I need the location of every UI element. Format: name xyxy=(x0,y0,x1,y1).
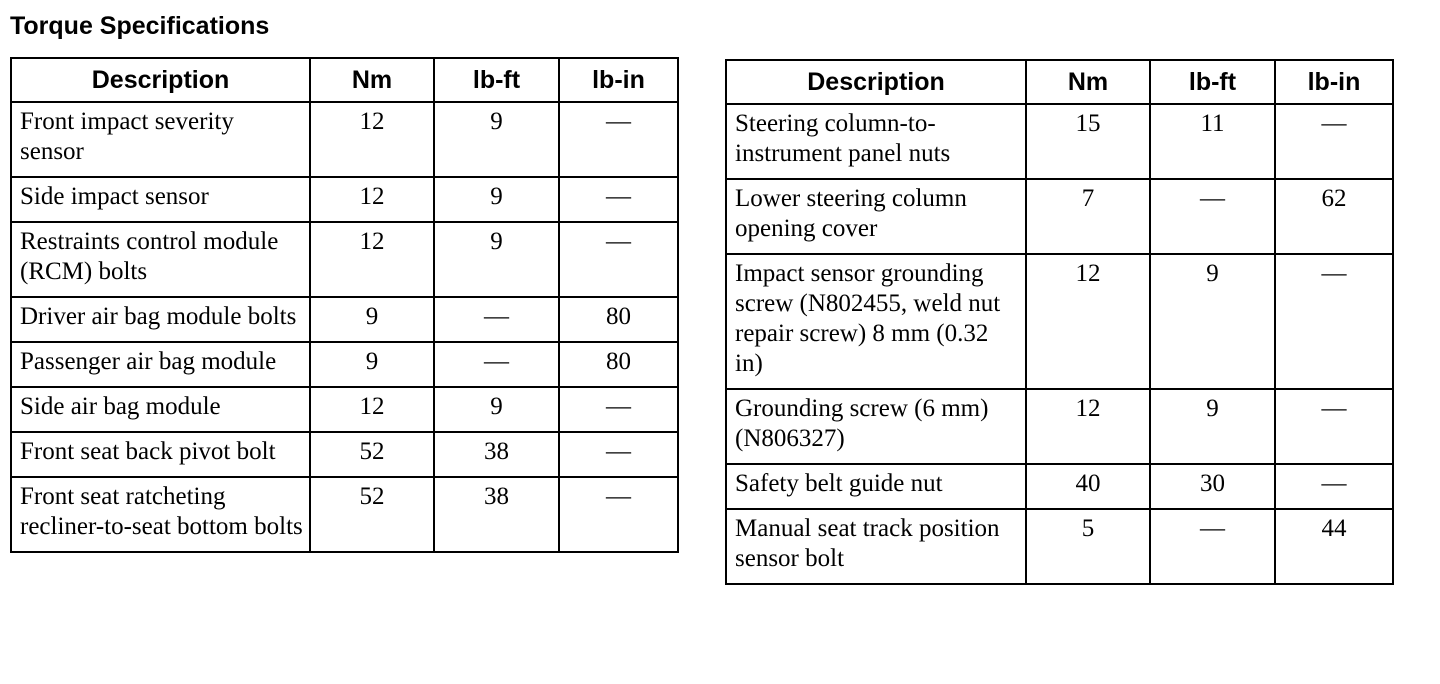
description-cell: Passenger air bag module xyxy=(11,342,310,387)
table-row xyxy=(11,177,678,222)
description-cell: Impact sensor grounding screw (N802455, weld nut repair screw) 8 mm (0.32 in) xyxy=(726,254,1026,389)
description-cell: Front impact severity sensor xyxy=(11,102,310,177)
table-row xyxy=(11,432,678,477)
nm-cell: 12 xyxy=(310,387,434,432)
table-row xyxy=(11,477,678,552)
lbft-cell: 38 xyxy=(434,432,559,477)
table-row xyxy=(726,179,1393,254)
table-row xyxy=(11,102,678,177)
column-header-lbft: lb-ft xyxy=(434,58,559,102)
lbin-cell: — xyxy=(559,177,678,222)
nm-cell: 12 xyxy=(310,222,434,297)
lbft-cell: 9 xyxy=(434,177,559,222)
lbin-cell: — xyxy=(1275,104,1393,179)
nm-cell: 5 xyxy=(1026,509,1150,584)
lbin-cell: — xyxy=(559,387,678,432)
lbin-cell: 62 xyxy=(1275,179,1393,254)
table-row xyxy=(11,387,678,432)
nm-cell: 12 xyxy=(1026,389,1150,464)
description-cell: Side air bag module xyxy=(11,387,310,432)
lbin-cell: — xyxy=(1275,389,1393,464)
nm-cell: 9 xyxy=(310,297,434,342)
column-header-description: Description xyxy=(726,60,1026,104)
table-row xyxy=(726,464,1393,509)
lbin-cell: 80 xyxy=(559,342,678,387)
lbin-cell: — xyxy=(1275,254,1393,389)
lbin-cell: — xyxy=(1275,464,1393,509)
description-cell: Manual seat track position sensor bolt xyxy=(726,509,1026,584)
lbin-cell: — xyxy=(559,222,678,297)
lbft-cell: 9 xyxy=(434,222,559,297)
lbin-cell: — xyxy=(559,102,678,177)
description-cell: Restraints control module (RCM) bolts xyxy=(11,222,310,297)
lbin-cell: — xyxy=(559,477,678,552)
lbft-cell: 30 xyxy=(1150,464,1275,509)
nm-cell: 40 xyxy=(1026,464,1150,509)
column-header-nm: Nm xyxy=(310,58,434,102)
table-row xyxy=(726,509,1393,584)
nm-cell: 12 xyxy=(310,102,434,177)
description-cell: Safety belt guide nut xyxy=(726,464,1026,509)
table-row xyxy=(11,297,678,342)
description-cell: Lower steering column opening cover xyxy=(726,179,1026,254)
column-header-lbin: lb-in xyxy=(559,58,678,102)
table-row xyxy=(726,389,1393,464)
nm-cell: 52 xyxy=(310,477,434,552)
nm-cell: 7 xyxy=(1026,179,1150,254)
lbin-cell: 80 xyxy=(559,297,678,342)
description-cell: Grounding screw (6 mm) (N806327) xyxy=(726,389,1026,464)
description-cell: Driver air bag module bolts xyxy=(11,297,310,342)
lbft-cell: 38 xyxy=(434,477,559,552)
lbft-cell: — xyxy=(434,342,559,387)
table-row xyxy=(726,104,1393,179)
lbin-cell: 44 xyxy=(1275,509,1393,584)
column-header-lbin: lb-in xyxy=(1275,60,1393,104)
lbft-cell: 9 xyxy=(1150,254,1275,389)
column-header-description: Description xyxy=(11,58,310,102)
nm-cell: 15 xyxy=(1026,104,1150,179)
table-row xyxy=(11,222,678,297)
column-header-lbft: lb-ft xyxy=(1150,60,1275,104)
table-row xyxy=(11,342,678,387)
table-row xyxy=(726,254,1393,389)
column-header-nm: Nm xyxy=(1026,60,1150,104)
nm-cell: 52 xyxy=(310,432,434,477)
table-header-row xyxy=(11,58,678,102)
torque-table-right xyxy=(725,59,1394,585)
description-cell: Steering column-to-instrument panel nuts xyxy=(726,104,1026,179)
lbft-cell: — xyxy=(1150,509,1275,584)
lbft-cell: — xyxy=(434,297,559,342)
lbft-cell: 11 xyxy=(1150,104,1275,179)
page-title: Torque Specifications xyxy=(10,12,270,40)
lbin-cell: — xyxy=(559,432,678,477)
torque-table-left xyxy=(10,57,679,553)
lbft-cell: 9 xyxy=(434,387,559,432)
nm-cell: 12 xyxy=(310,177,434,222)
description-cell: Front seat ratcheting recliner-to-seat bottom bolts xyxy=(11,477,310,552)
table-header-row xyxy=(726,60,1393,104)
nm-cell: 12 xyxy=(1026,254,1150,389)
lbft-cell: — xyxy=(1150,179,1275,254)
lbft-cell: 9 xyxy=(434,102,559,177)
nm-cell: 9 xyxy=(310,342,434,387)
lbft-cell: 9 xyxy=(1150,389,1275,464)
description-cell: Front seat back pivot bolt xyxy=(11,432,310,477)
description-cell: Side impact sensor xyxy=(11,177,310,222)
